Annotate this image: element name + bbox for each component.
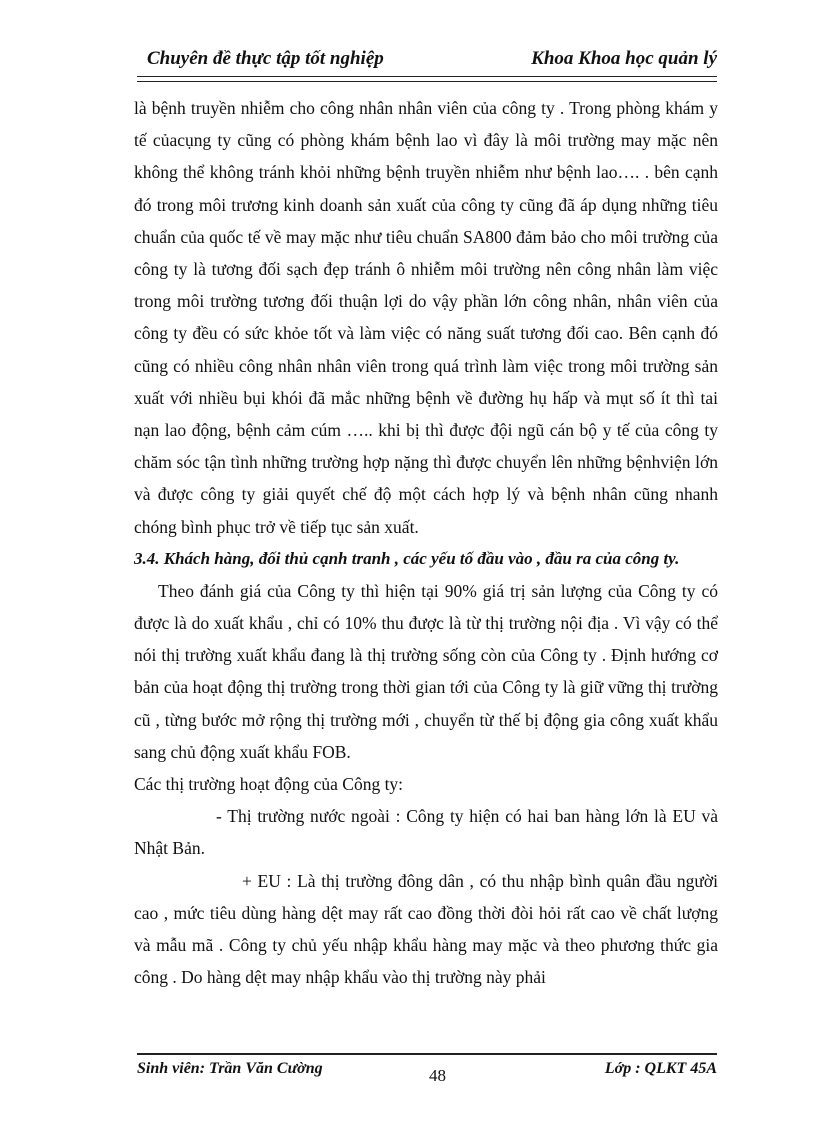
header-divider — [137, 76, 717, 82]
footer-student: Sinh viên: Trần Văn Cường — [137, 1060, 323, 1077]
paragraph-health: là bệnh truyền nhiễm cho công nhân nhân viên của công ty . Trong phòng khám y tế củacụng ty cũng có phòng khám bệnh lao vì đây là môi trường may mặc nên không thể không tránh khỏi những bệnh truyền nhiễm như bệnh lao…. . bên cạnh đó trong môi trương kinh doanh sản xuất của công ty cũng đã áp dụng những tiêu chuẩn của quốc tế về may mặc như tiêu chuẩn SA800 đảm bảo cho môi trường của công ty là tương đối sạch đẹp tránh ô nhiễm môi trường nên công nhân làm việc trong môi trường tương đối thuận lợi do vậy phần lớn công nhân, nhân viên của công ty đều có sức khỏe tốt và làm việc có năng suất tương đối cao. Bên cạnh đó cũng có nhiều công nhân nhân viên trong quá trình làm việc trong môi trường sản xuất với nhiều bụi khói đã mắc những bệnh về đường hụ hấp và mụt số ít thì tai nạn lao động, bệnh cảm cúm ….. khi bị thì được đội ngũ cán bộ y tế của công ty chăm sóc tận tình những trường hợp nặng thì được chuyển lên những bệnhviện lớn và được công ty giải quyết chế độ một cách hợp lý và bệnh nhân cũng nhanh chóng bình phục trở về tiếp tục sản xuất. — [134, 98, 718, 537]
section-heading: 3.4. Khách hàng, đối thủ cạnh tranh , các yếu tố đầu vào , đầu ra của công ty. — [134, 548, 680, 568]
page-header — [137, 48, 717, 72]
footer-divider — [137, 1053, 717, 1055]
footer-class: Lớp : QLKT 45A — [604, 1060, 717, 1077]
paragraph-markets-intro: Các thị trường hoạt động của Công ty: — [134, 774, 404, 795]
header-title-right: Khoa Khoa học quản lý — [531, 48, 717, 69]
paragraph-market-overview: Theo đánh giá của Công ty thì hiện tại 90% giá trị sản lượng của Công ty có được là do xuất khẩu , chỉ có 10% thu được là từ thị trường nội địa . Vì vậy có thể nói thị trường xuất khẩu đang là thị trường sống còn của Công ty . Định hướng cơ bản của hoạt động thị trường trong thời gian tới của Công ty là giữ vững thị trường cũ , từng bước mở rộng thị trường mới , chuyển từ thế bị động gia công xuất khẩu sang chủ động xuất khẩu FOB. — [134, 580, 718, 762]
page-footer — [137, 1060, 717, 1084]
paragraph-foreign-market: - Thị trường nước ngoài : Công ty hiện có hai ban hàng lớn là EU và Nhật Bản. — [134, 806, 718, 859]
header-title-left: Chuyên đề thực tập tốt nghiệp — [147, 48, 384, 69]
page-number: 48 — [429, 1066, 446, 1085]
document-body — [134, 92, 718, 993]
paragraph-eu-market: + EU : Là thị trường đông dân , có thu nhập bình quân đầu người cao , mức tiêu dùng hàng dệt may rất cao đồng thời đòi hỏi rất cao về chất lượng và mẫu mã . Công ty chủ yếu nhập khẩu hàng may mặc và theo phương thức gia công . Do hàng dệt may nhập khẩu vào thị trường này phải — [134, 870, 718, 988]
